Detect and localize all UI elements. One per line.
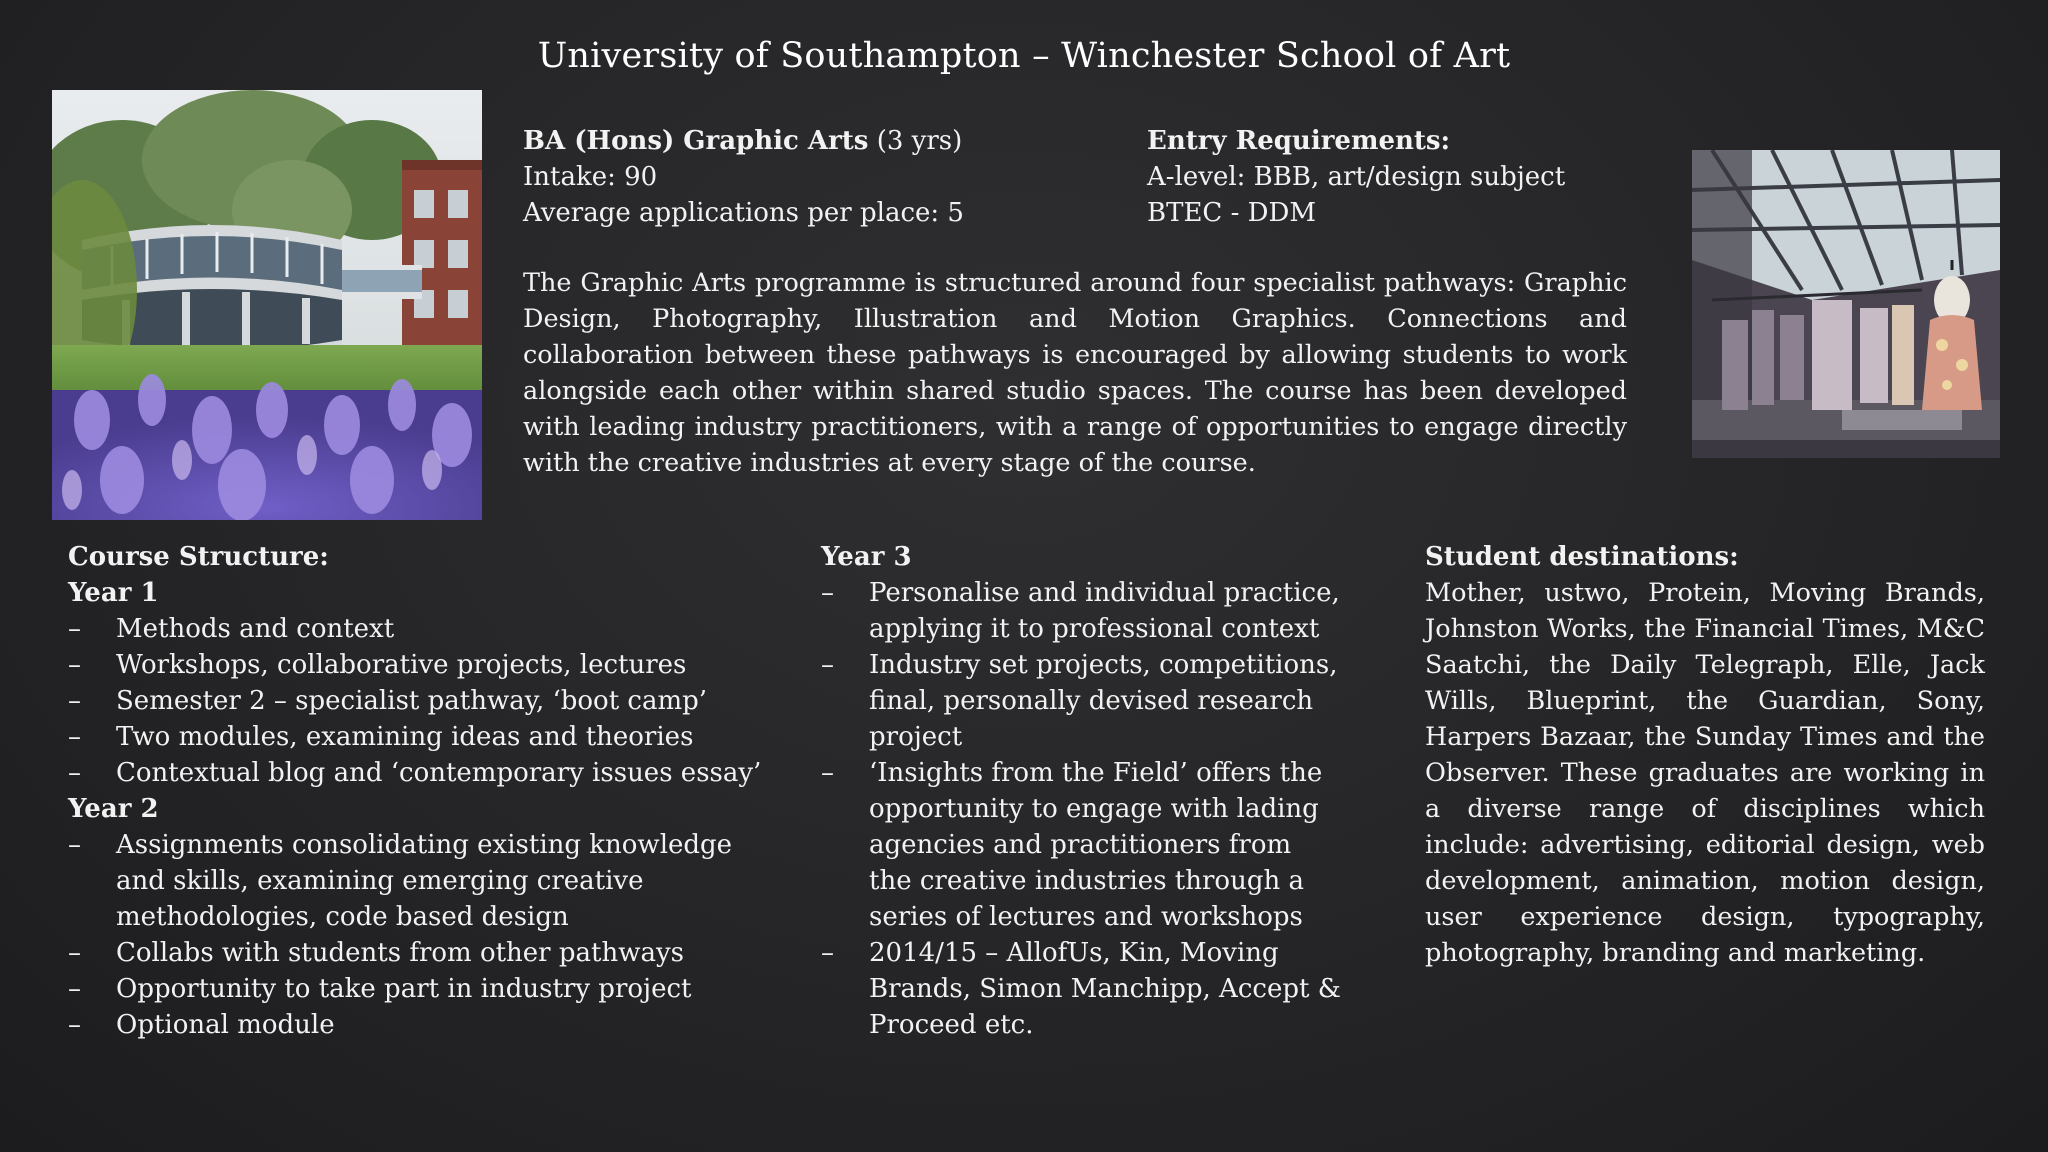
year2-label: Year 2	[68, 794, 159, 824]
list-item: – Opportunity to take part in industry project	[68, 971, 768, 1007]
list-item: – Contextual blog and ‘contemporary issues essay’	[68, 755, 768, 791]
year3-list	[821, 575, 1341, 1043]
course-intake: Intake: 90	[523, 162, 658, 192]
studio-photo	[1692, 150, 2000, 458]
list-item: – Assignments consolidating existing knowledge and skills, examining emerging creative methodologies, code based design	[68, 827, 756, 935]
year3-label: Year 3	[821, 542, 912, 572]
entry-requirements	[1147, 123, 1667, 231]
destinations-text: Mother, ustwo, Protein, Moving Brands, Johnston Works, the Financial Times, M&C Saatchi, the Daily Telegraph, Elle, Jack Wills, Blueprint, the Guardian, Sony, Harpers Bazaar, the Sunday Times and the Observer. These graduates are working in a diverse range of disciplines which include: advertising, editorial design, web development, animation, motion design, user experience design, typography, photography, branding and marketing.	[1425, 578, 1985, 968]
list-item: – Two modules, examining ideas and theories	[68, 719, 768, 755]
list-item: – Workshops, collaborative projects, lectures	[68, 647, 768, 683]
course-name-line	[523, 123, 1123, 159]
course-applications: Average applications per place: 5	[523, 198, 964, 228]
student-destinations	[1425, 539, 1985, 971]
year2-list	[68, 827, 768, 1043]
list-item: – ‘Insights from the Field’ offers the opportunity to engage with lading agencies and practitioners from the creative industries through a series of lectures and workshops	[821, 755, 1341, 935]
list-item: – Methods and context	[68, 611, 768, 647]
list-item: – Optional module	[68, 1007, 768, 1043]
list-item: – Personalise and individual practice, applying it to professional context	[821, 575, 1341, 647]
entry-btec: BTEC - DDM	[1147, 198, 1316, 228]
course-duration: (3 yrs)	[876, 126, 963, 156]
structure-heading: Course Structure:	[68, 542, 329, 572]
course-name: BA (Hons) Graphic Arts	[523, 126, 869, 156]
list-item: – Industry set projects, competitions, final, personally devised research project	[821, 647, 1341, 755]
entry-alevel: A-level: BBB, art/design subject	[1147, 162, 1566, 192]
course-info	[523, 123, 1123, 231]
entry-heading: Entry Requirements:	[1147, 126, 1451, 156]
list-item: – 2014/15 – AllofUs, Kin, Moving Brands, Simon Manchipp, Accept & Proceed etc.	[821, 935, 1341, 1043]
course-structure	[68, 539, 768, 1043]
year3-column	[821, 539, 1341, 1043]
year1-list	[68, 611, 768, 791]
campus-photo	[52, 90, 482, 520]
year1-label: Year 1	[68, 578, 159, 608]
page-title: University of Southampton – Winchester School of Art	[537, 36, 1511, 76]
intro-paragraph: The Graphic Arts programme is structured around four specialist pathways: Graphic Design, Photography, Illustration and Motion Graphics. Connections and collaboration between these pathways is encouraged by allowing students to work alongside each other within shared studio spaces. The course has been developed with leading industry practitioners, with a range of opportunities to engage directly with the creative industries at every stage of the course.	[523, 268, 1627, 478]
destinations-heading: Student destinations:	[1425, 542, 1739, 572]
list-item: – Semester 2 – specialist pathway, ‘boot camp’	[68, 683, 768, 719]
list-item: – Collabs with students from other pathways	[68, 935, 768, 971]
